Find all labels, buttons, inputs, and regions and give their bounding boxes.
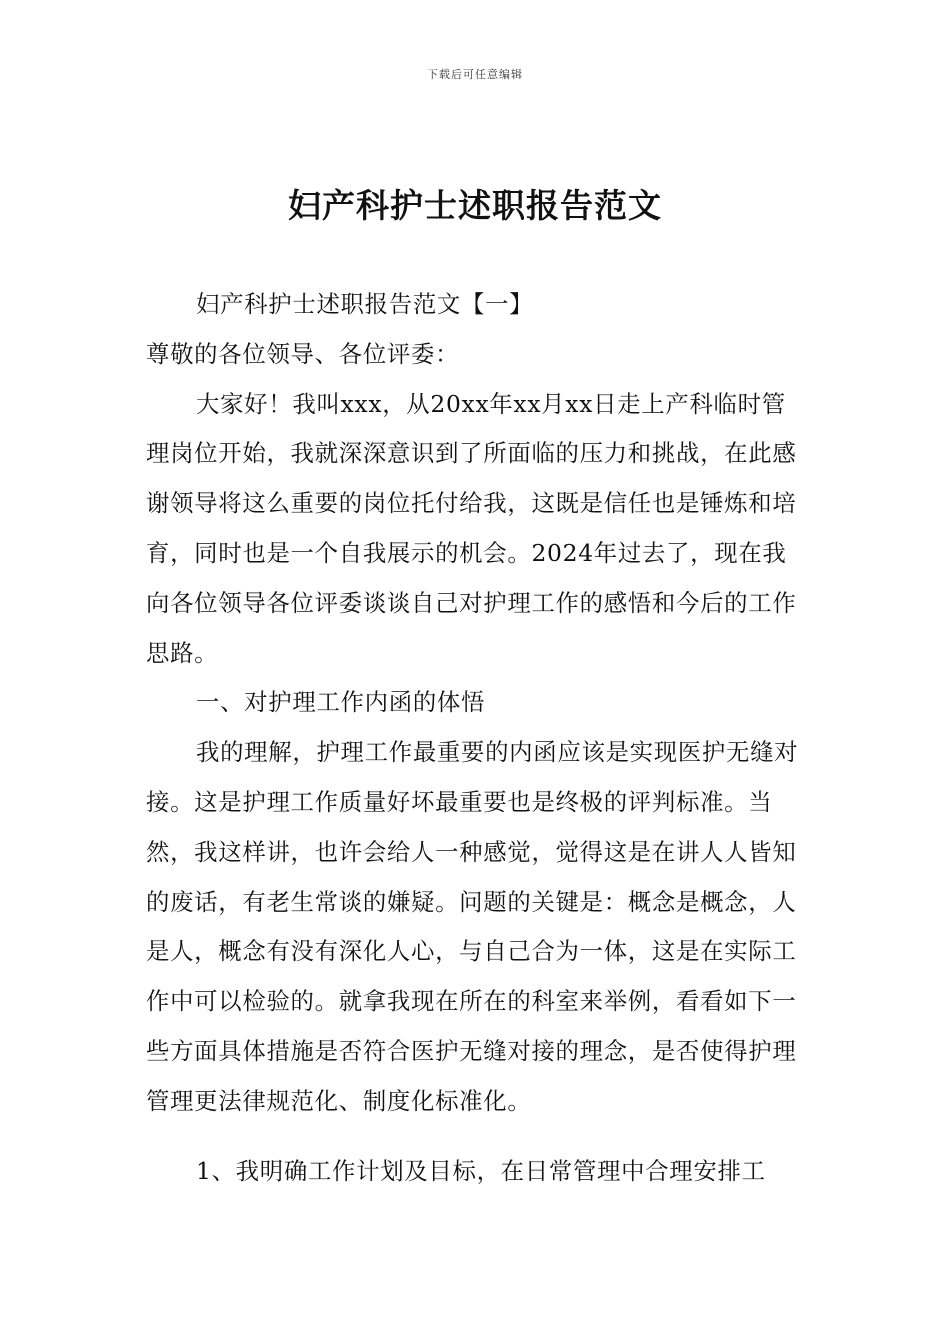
subheading: 一、对护理工作内函的体悟 (196, 688, 486, 717)
list-item: 1、我明确工作计划及目标，在日常管理中合理安排工 (196, 1156, 766, 1185)
document-body (146, 280, 806, 1196)
salutation: 尊敬的各位领导、各位评委： (146, 339, 460, 368)
paragraph-intro: 大家好！我叫xxx，从20xx年xx月xx日走上产科临时管理岗位开始，我就深深意识到了所面临的压力和挑战，在此感谢领导将这么重要的岗位托付给我，这既是信任也是锤炼和培育，同时也是一个自我展示的机会。2024年过去了，现在我向各位领导各位评委谈谈自己对护理工作的感悟和今后的工作思路。 (146, 389, 797, 667)
section-heading: 妇产科护士述职报告范文【一】 (196, 290, 534, 318)
paragraph-body: 我的理解，护理工作最重要的内函应该是实现医护无缝对接。这是护理工作质量好坏最重要也是终极的评判标准。当然，我这样讲，也许会给人一种感觉，觉得这是在讲人人皆知的废话，有老生常谈的嫌疑。问题的关键是：概念是概念，人是人，概念有没有深化人心，与自己合为一体，这是在实际工作中可以检验的。就拿我现在所在的科室来举例，看看如下一些方面具体措施是否符合医护无缝对接的理念，是否使得护理管理更法律规范化、制度化标准化。 (146, 738, 799, 1115)
header-note: 下载后可任意编辑 (427, 68, 523, 81)
document-title: 妇产科护士述职报告范文 (288, 186, 662, 225)
